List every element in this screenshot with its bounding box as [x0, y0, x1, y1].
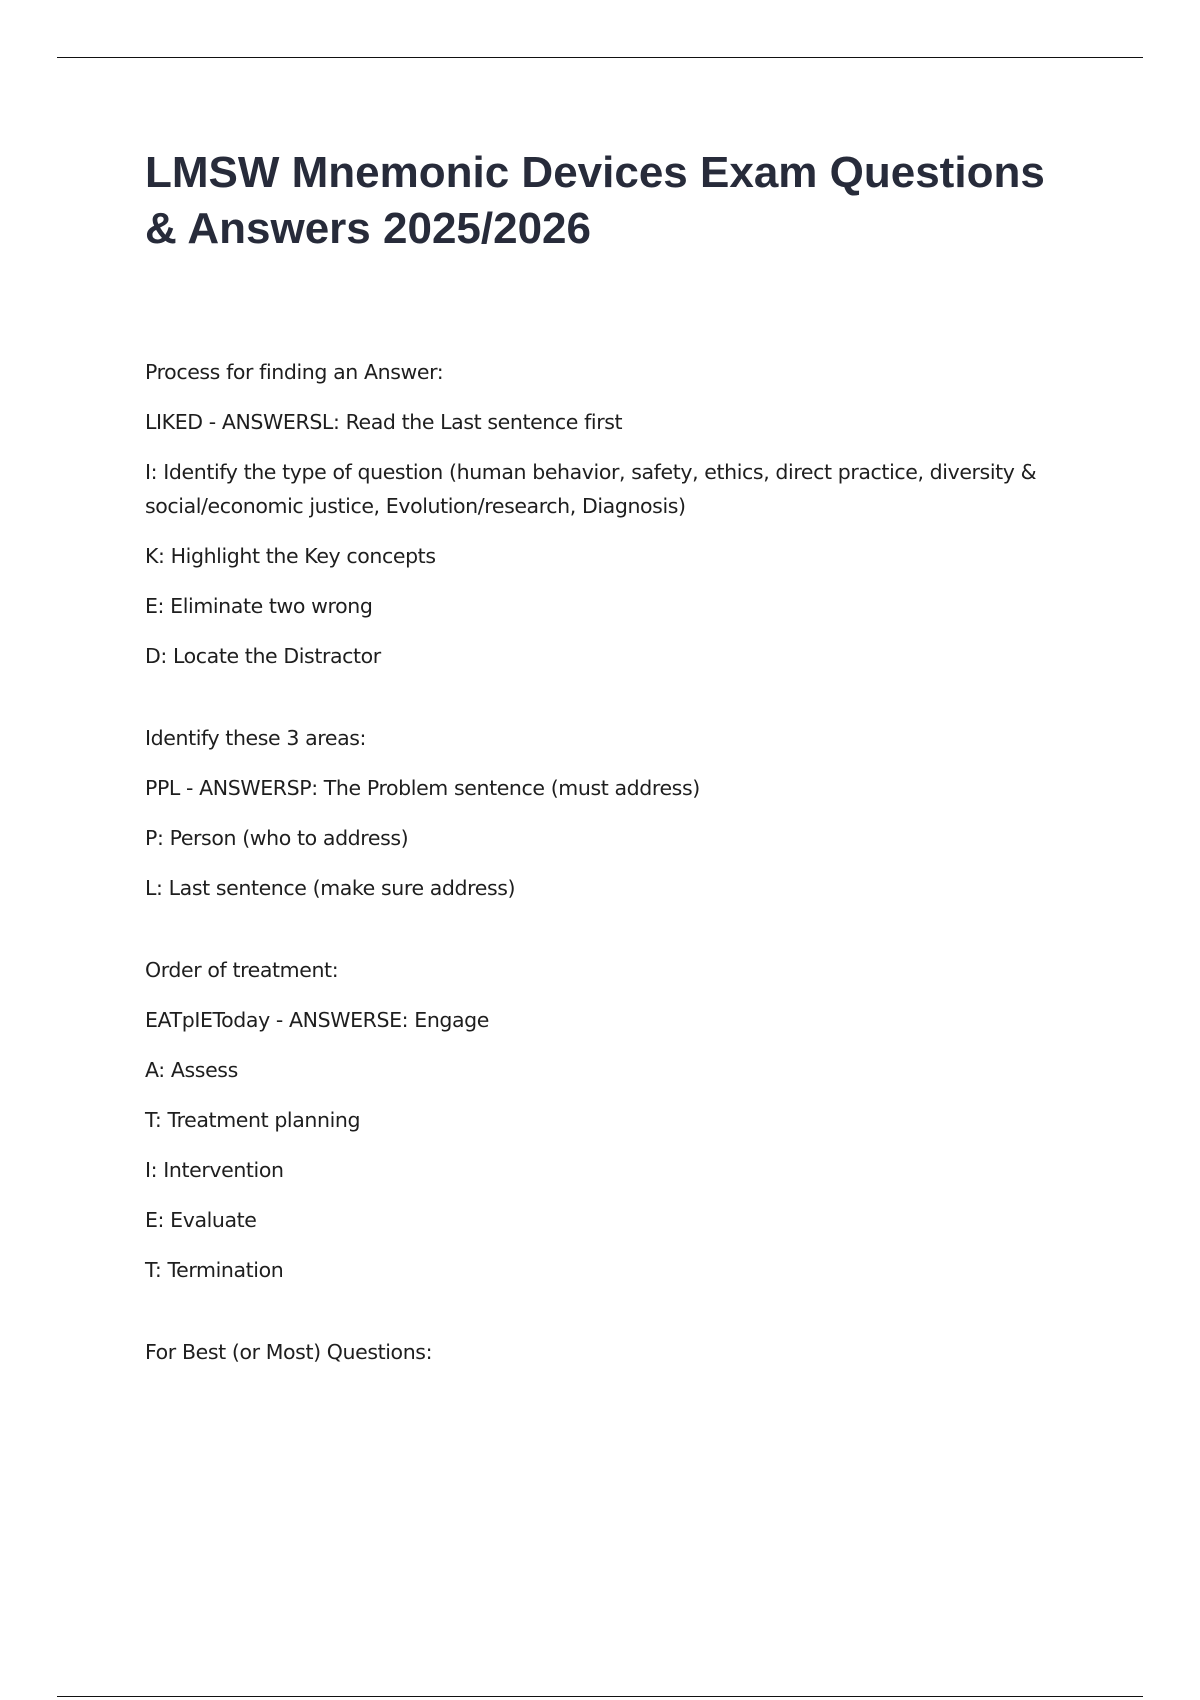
mnemonic-line: LIKED - ANSWERSL: Read the Last sentence first — [145, 410, 623, 434]
section-best-or-most-questions — [145, 1335, 1045, 1369]
mnemonic-line: D: Locate the Distractor — [145, 644, 381, 668]
mnemonic-line: PPL - ANSWERSP: The Problem sentence (must address) — [145, 776, 700, 800]
mnemonic-line: L: Last sentence (make sure address) — [145, 876, 516, 900]
mnemonic-line: E: Eliminate two wrong — [145, 594, 373, 618]
mnemonic-line: I: Intervention — [145, 1158, 284, 1182]
section-heading: Order of treatment: — [145, 958, 339, 982]
section-identify-areas — [145, 721, 1045, 905]
section-heading: For Best (or Most) Questions: — [145, 1340, 433, 1364]
section-order-of-treatment — [145, 953, 1045, 1287]
page-title: LMSW Mnemonic Devices Exam Questions & Answers 2025/2026 — [145, 148, 1045, 253]
section-process-for-finding-answer — [145, 355, 1045, 673]
mnemonic-line: E: Evaluate — [145, 1208, 257, 1232]
mnemonic-line: A: Assess — [145, 1058, 238, 1082]
section-heading: Identify these 3 areas: — [145, 726, 367, 750]
mnemonic-line: P: Person (who to address) — [145, 826, 409, 850]
document-body — [145, 355, 1045, 1385]
mnemonic-line: T: Treatment planning — [145, 1108, 361, 1132]
bottom-rule — [57, 1696, 1143, 1697]
mnemonic-line: I: Identify the type of question (human behavior, safety, ethics, direct practice, diversity & social/economic justice, Evolution/research, Diagnosis) — [145, 460, 1037, 518]
mnemonic-line: EATpIEToday - ANSWERSE: Engage — [145, 1008, 490, 1032]
top-rule — [57, 57, 1143, 58]
mnemonic-line: T: Termination — [145, 1258, 284, 1282]
section-heading: Process for finding an Answer: — [145, 360, 444, 384]
mnemonic-line: K: Highlight the Key concepts — [145, 544, 436, 568]
